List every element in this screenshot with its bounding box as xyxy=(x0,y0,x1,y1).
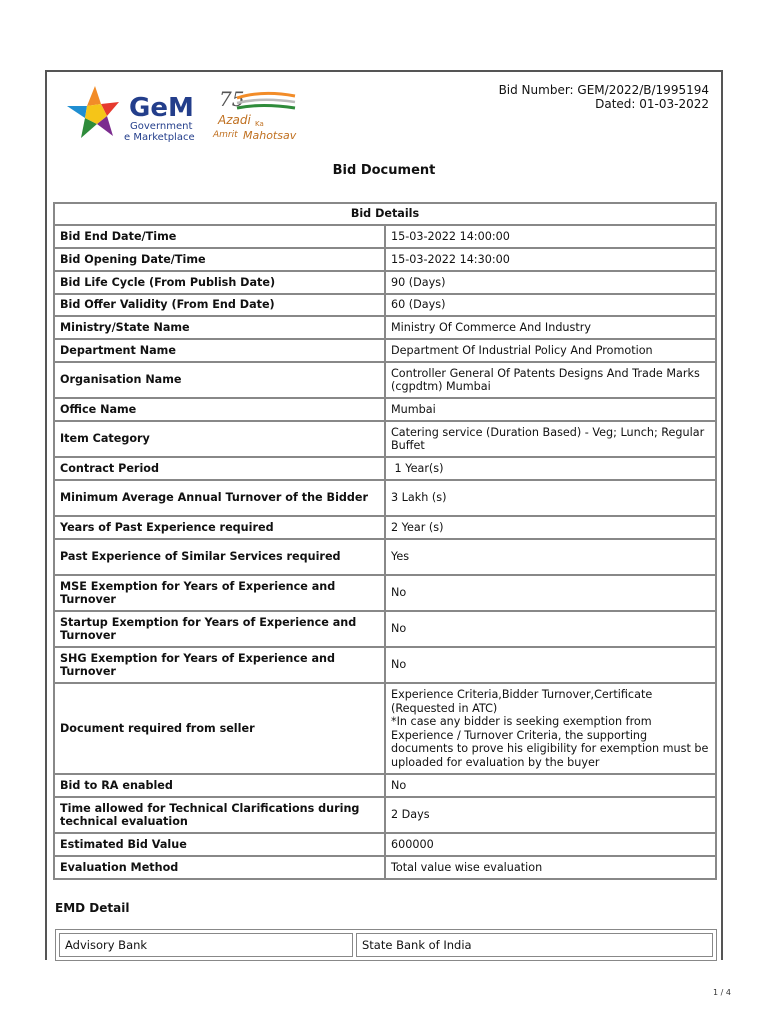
row-label: SHG Exemption for Years of Experience and Turnover xyxy=(54,647,385,683)
row-label: Bid Opening Date/Time xyxy=(54,248,385,271)
table-row xyxy=(59,933,713,957)
table-row xyxy=(54,774,716,797)
table-row xyxy=(54,362,716,398)
page-number: 1 / 4 xyxy=(713,988,731,997)
row-value: Department Of Industrial Policy And Promotion xyxy=(385,339,716,362)
row-value: 3 Lakh (s) xyxy=(385,480,716,516)
row-value: 600000 xyxy=(385,833,716,856)
row-label: Estimated Bid Value xyxy=(54,833,385,856)
row-label: Bid Offer Validity (From End Date) xyxy=(54,294,385,316)
row-value: No xyxy=(385,575,716,611)
table-row xyxy=(54,575,716,611)
gem-logo-line2: e Marketplace xyxy=(124,132,195,143)
row-label: Office Name xyxy=(54,398,385,421)
table-row xyxy=(54,271,716,294)
bid-details-header: Bid Details xyxy=(54,203,716,225)
gem-star-icon xyxy=(67,86,119,138)
azadi-75-text: 75 xyxy=(219,87,245,111)
table-row xyxy=(54,457,716,480)
table-row xyxy=(54,833,716,856)
row-value: Total value wise evaluation xyxy=(385,856,716,879)
row-value: Controller General Of Patents Designs And Trade Marks (cgpdtm) Mumbai xyxy=(385,362,716,398)
row-label: Evaluation Method xyxy=(54,856,385,879)
table-row xyxy=(54,797,716,833)
gem-logo-title: GeM xyxy=(129,93,194,123)
row-label: Item Category xyxy=(54,421,385,457)
row-label: Document required from seller xyxy=(54,683,385,774)
row-label: Past Experience of Similar Services required xyxy=(54,539,385,575)
row-label: MSE Exemption for Years of Experience and Turnover xyxy=(54,575,385,611)
azadi-ka-text: Ka xyxy=(255,120,264,128)
bid-number: Bid Number: GEM/2022/B/1995194 xyxy=(498,83,709,97)
row-value: 15-03-2022 14:00:00 xyxy=(385,225,716,248)
bid-info xyxy=(499,83,709,111)
table-row xyxy=(54,421,716,457)
gem-logo xyxy=(67,82,307,146)
table-row xyxy=(54,611,716,647)
table-row xyxy=(54,248,716,271)
row-label: Bid to RA enabled xyxy=(54,774,385,797)
azadi-text: Azadi xyxy=(218,113,251,127)
table-row xyxy=(54,398,716,421)
emd-detail-table xyxy=(55,929,717,961)
row-label: Years of Past Experience required xyxy=(54,516,385,539)
bid-details-table xyxy=(53,202,717,880)
row-value: Catering service (Duration Based) - Veg; Lunch; Regular Buffet xyxy=(385,421,716,457)
bid-document-page xyxy=(45,70,723,960)
table-row xyxy=(54,294,716,316)
row-value: 15-03-2022 14:30:00 xyxy=(385,248,716,271)
row-value: 1 Year(s) xyxy=(385,457,716,480)
gem-logo-line1: Government xyxy=(130,121,193,132)
azadi-mahotsav-text: Mahotsav xyxy=(243,129,297,142)
row-value: 60 (Days) xyxy=(385,294,716,316)
row-label: Organisation Name xyxy=(54,362,385,398)
row-value: Mumbai xyxy=(385,398,716,421)
document-title: Bid Document xyxy=(332,163,436,178)
row-value: No xyxy=(385,774,716,797)
table-row xyxy=(54,316,716,339)
row-label: Time allowed for Technical Clarifications during technical evaluation xyxy=(54,797,385,833)
table-row xyxy=(54,539,716,575)
row-label: Ministry/State Name xyxy=(54,316,385,339)
table-header-row xyxy=(54,203,716,225)
row-value: No xyxy=(385,647,716,683)
row-label: Minimum Average Annual Turnover of the Bidder xyxy=(54,480,385,516)
row-value: Experience Criteria,Bidder Turnover,Certificate (Requested in ATC) *In case any bidder is seeking exemption from Experience / Turnover Criteria, the supporting documents to prove his eligibility for exemption must be uploaded for evaluation by the buyer xyxy=(385,683,716,774)
bid-dated: Dated: 01-03-2022 xyxy=(595,97,709,111)
row-label: Contract Period xyxy=(54,457,385,480)
row-value: Ministry Of Commerce And Industry xyxy=(385,316,716,339)
row-value: Yes xyxy=(385,539,716,575)
row-label: Department Name xyxy=(54,339,385,362)
row-label: Startup Exemption for Years of Experience and Turnover xyxy=(54,611,385,647)
table-row xyxy=(54,856,716,879)
row-value: No xyxy=(385,611,716,647)
row-value: 2 Days xyxy=(385,797,716,833)
table-row xyxy=(54,339,716,362)
emd-detail-title: EMD Detail xyxy=(55,901,130,915)
table-row xyxy=(54,683,716,774)
table-row xyxy=(54,225,716,248)
table-row xyxy=(54,647,716,683)
table-row xyxy=(54,480,716,516)
row-label: Advisory Bank xyxy=(59,933,353,957)
row-value: 90 (Days) xyxy=(385,271,716,294)
row-label: Bid End Date/Time xyxy=(54,225,385,248)
row-value: 2 Year (s) xyxy=(385,516,716,539)
azadi-ka-amrit-mahotsav-logo xyxy=(212,87,297,142)
row-value: State Bank of India xyxy=(356,933,713,957)
row-label: Bid Life Cycle (From Publish Date) xyxy=(54,271,385,294)
azadi-amrit-text: Amrit xyxy=(213,130,238,140)
table-row xyxy=(54,516,716,539)
